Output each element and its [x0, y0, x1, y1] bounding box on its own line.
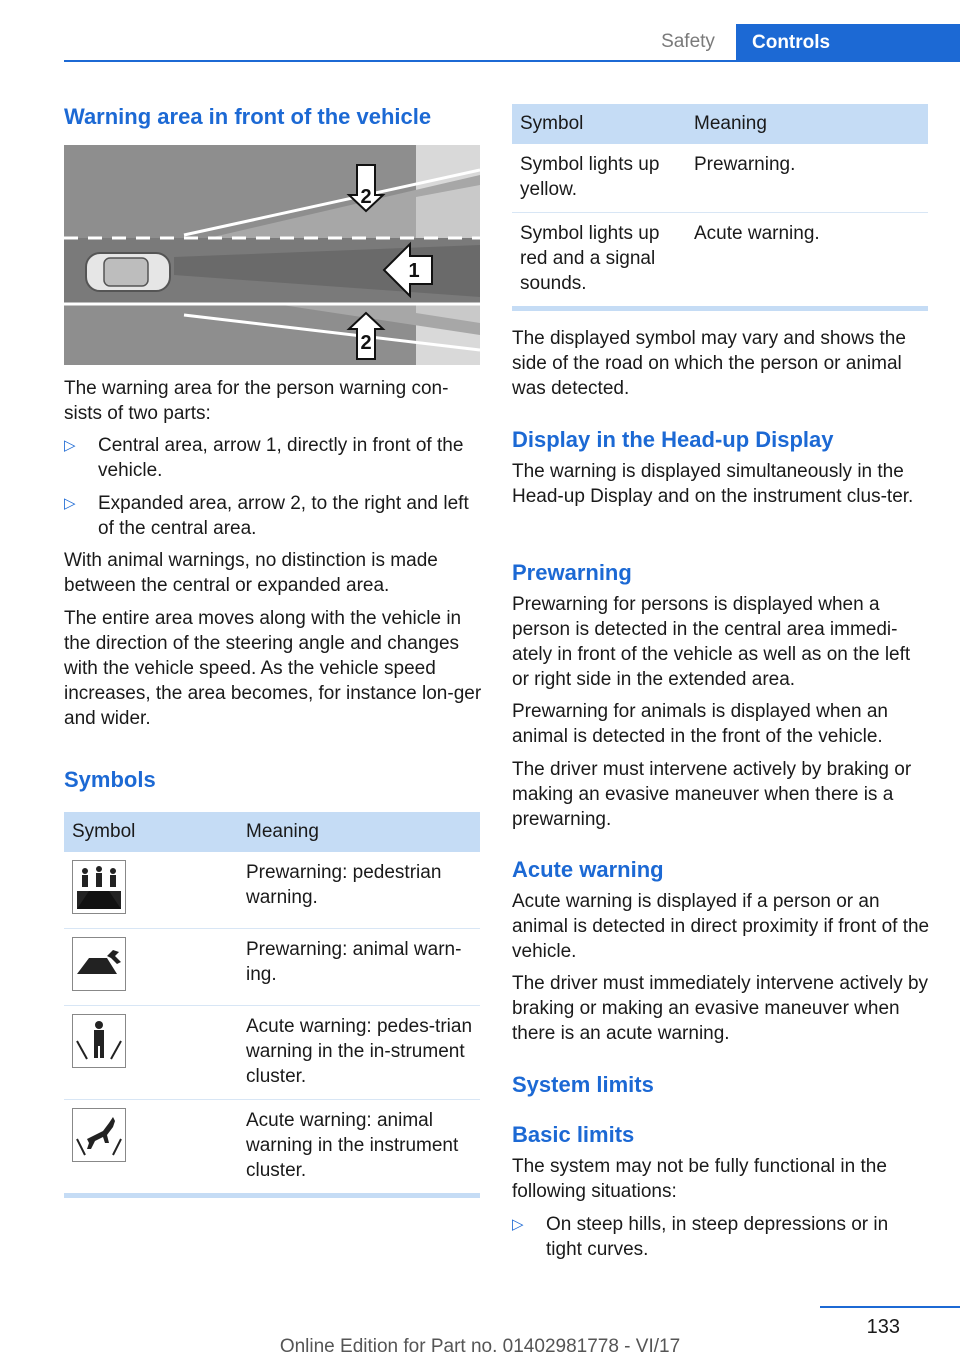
table-cell-meaning: Acute warning: animal warning in the instrument cluster.: [246, 1110, 459, 1181]
triangle-bullet-icon: ▷: [64, 495, 76, 512]
edition-footer: Online Edition for Part no. 01402981778 - VI/17: [279, 1336, 681, 1357]
animal-road-warning-icon: [72, 937, 126, 991]
list-item: [64, 491, 480, 541]
table-cell-symbol: Symbol lights up red and a signal sounds.: [520, 223, 660, 294]
symbol-side-text: The displayed symbol may vary and shows the side of the road on which the person or animal was detected.: [512, 328, 906, 399]
pedestrian-group-warning-icon: [72, 860, 126, 914]
table-row: [512, 144, 928, 213]
table-row: [64, 852, 480, 929]
footer-rule: [820, 1306, 960, 1308]
triangle-bullet-icon: ▷: [512, 1216, 524, 1233]
arrow-label-2-top: 2: [360, 186, 372, 208]
symbols-table: [64, 812, 480, 1198]
table-bottom-rule: [64, 1193, 480, 1198]
table-row: [512, 213, 928, 307]
symbols-heading: Symbols: [64, 767, 156, 792]
basic-limits-bullets: [512, 1212, 928, 1262]
table-header-symbol: Symbol: [512, 104, 686, 144]
warning-area-figure: [64, 145, 480, 365]
basic-limits-heading: Basic limits: [512, 1122, 635, 1147]
prewarning-animals-text: Prewarning for animals is displayed when an animal is detected in the front of the vehicle.: [512, 701, 888, 747]
header-chapter-tab[interactable]: Controls: [736, 24, 960, 62]
prewarning-persons-text: Prewarning for persons is displayed when a person is detected in the central area immedi-ately in front of the vehicle as well as on the left or right side in the extended area.: [512, 594, 911, 690]
acute-driver-text: The driver must immediately intervene actively by braking or making an evasive maneuver when there is an acute warning.: [512, 973, 929, 1044]
arrow-label-1: 1: [408, 260, 420, 282]
symbol-color-table: [512, 104, 928, 311]
warning-area-heading: Warning area in front of the vehicle: [64, 104, 432, 129]
table-cell-meaning: Prewarning: animal warn-ing.: [238, 929, 480, 1006]
table-header-meaning: Meaning: [686, 104, 928, 144]
prewarning-driver-text: The driver must intervene actively by braking or making an evasive maneuver when there is a prewarning.: [512, 759, 912, 830]
table-row: [64, 1006, 480, 1100]
deer-acute-warning-icon: [72, 1108, 126, 1162]
system-limits-heading: System limits: [512, 1072, 654, 1097]
table-cell-meaning: Acute warning: pedes-trian warning in the in-strument cluster.: [238, 1006, 480, 1100]
pedestrian-acute-warning-icon: [72, 1014, 126, 1068]
bullet-text: Expanded area, arrow 2, to the right and left of the central area.: [98, 493, 469, 539]
table-cell-meaning: Prewarning: pedestrian warning.: [238, 852, 480, 929]
table-row: [64, 929, 480, 1006]
car-icon: [86, 253, 170, 291]
basic-limits-text: The system may not be fully functional in the following situations:: [512, 1156, 887, 1202]
table-row: [64, 1100, 480, 1194]
table-cell-symbol: Symbol lights up yellow.: [512, 144, 686, 213]
hud-heading: Display in the Head-up Display: [512, 427, 834, 452]
page-number: 133: [866, 1316, 900, 1338]
acute-warning-text: Acute warning is displayed if a person or an animal is detected in direct proximity if front of the vehicle.: [512, 891, 930, 962]
header-rule: [64, 60, 960, 62]
header-section-tab[interactable]: Safety: [661, 31, 715, 52]
list-item: [64, 433, 480, 483]
list-item: [512, 1212, 928, 1262]
prewarning-heading: Prewarning: [512, 560, 632, 585]
table-cell-meaning: Prewarning.: [686, 144, 928, 213]
bullet-text: On steep hills, in steep depressions or in tight curves.: [546, 1214, 889, 1260]
warning-area-intro: The warning area for the person warning con-sists of two parts:: [64, 378, 449, 424]
area-movement-text: The entire area moves along with the vehicle in the direction of the steering angle and changes with the vehicle speed. As the vehicle speed increases, the area becomes, for instance lon-ger and wider.: [64, 608, 482, 729]
hud-text: The warning is displayed simultaneously in the Head-up Display and on the instrument clus-ter.: [512, 461, 914, 507]
acute-warning-heading: Acute warning: [512, 857, 664, 882]
animal-distinction-text: With animal warnings, no distinction is made between the central or expanded area.: [64, 550, 438, 596]
triangle-bullet-icon: ▷: [64, 437, 76, 454]
bullet-text: Central area, arrow 1, directly in front of the vehicle.: [98, 435, 464, 481]
table-bottom-rule: [512, 306, 928, 311]
table-cell-meaning: Acute warning.: [694, 223, 820, 244]
table-header-symbol: Symbol: [64, 812, 238, 852]
table-header-meaning: Meaning: [238, 812, 480, 852]
warning-area-bullets: [64, 433, 480, 541]
arrow-label-2-bottom: 2: [360, 332, 372, 354]
warning-area-diagram: [64, 145, 480, 365]
